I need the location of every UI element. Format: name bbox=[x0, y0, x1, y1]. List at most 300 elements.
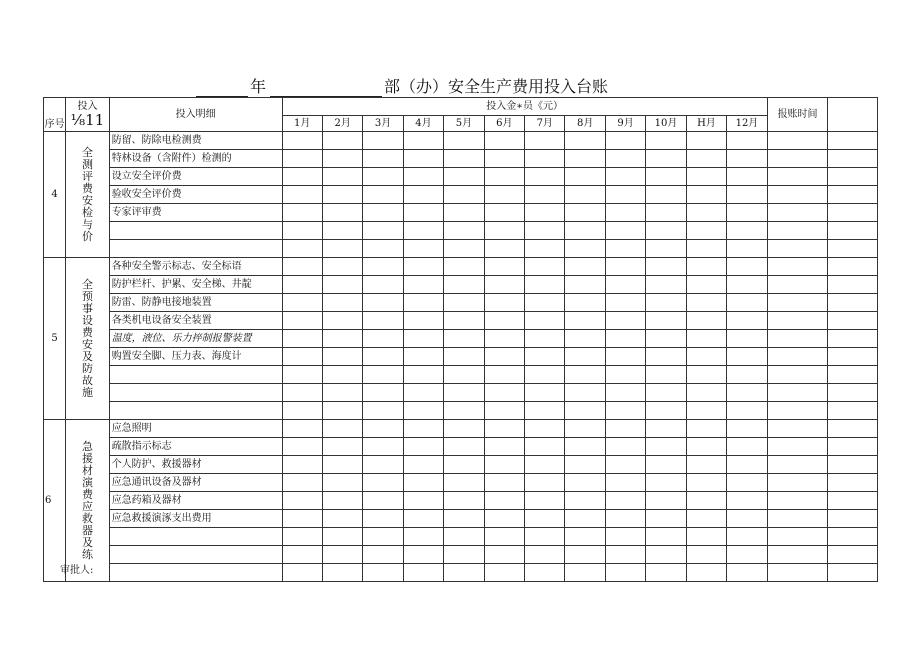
amount-cell[interactable] bbox=[686, 474, 726, 492]
amount-cell[interactable] bbox=[444, 474, 484, 492]
amount-cell[interactable] bbox=[686, 510, 726, 528]
amount-cell[interactable] bbox=[525, 186, 565, 204]
report-time-cell[interactable] bbox=[767, 528, 828, 546]
amount-cell[interactable] bbox=[363, 564, 403, 582]
amount-cell[interactable] bbox=[322, 222, 362, 240]
amount-cell[interactable] bbox=[646, 240, 686, 258]
amount-cell[interactable] bbox=[484, 258, 524, 276]
amount-cell[interactable] bbox=[322, 456, 362, 474]
amount-cell[interactable] bbox=[605, 528, 645, 546]
amount-cell[interactable] bbox=[403, 330, 443, 348]
amount-cell[interactable] bbox=[282, 492, 322, 510]
blank-cell[interactable] bbox=[828, 330, 878, 348]
report-time-cell[interactable] bbox=[767, 348, 828, 366]
amount-cell[interactable] bbox=[727, 528, 768, 546]
blank-cell[interactable] bbox=[828, 258, 878, 276]
amount-cell[interactable] bbox=[444, 420, 484, 438]
amount-cell[interactable] bbox=[565, 312, 605, 330]
amount-cell[interactable] bbox=[403, 294, 443, 312]
amount-cell[interactable] bbox=[322, 366, 362, 384]
amount-cell[interactable] bbox=[646, 150, 686, 168]
amount-cell[interactable] bbox=[363, 492, 403, 510]
amount-cell[interactable] bbox=[525, 492, 565, 510]
amount-cell[interactable] bbox=[646, 438, 686, 456]
amount-cell[interactable] bbox=[444, 384, 484, 402]
amount-cell[interactable] bbox=[444, 240, 484, 258]
report-time-cell[interactable] bbox=[767, 420, 828, 438]
amount-cell[interactable] bbox=[363, 420, 403, 438]
amount-cell[interactable] bbox=[727, 510, 768, 528]
amount-cell[interactable] bbox=[646, 168, 686, 186]
amount-cell[interactable] bbox=[444, 510, 484, 528]
amount-cell[interactable] bbox=[565, 240, 605, 258]
amount-cell[interactable] bbox=[686, 456, 726, 474]
amount-cell[interactable] bbox=[444, 186, 484, 204]
report-time-cell[interactable] bbox=[767, 492, 828, 510]
report-time-cell[interactable] bbox=[767, 438, 828, 456]
amount-cell[interactable] bbox=[686, 330, 726, 348]
amount-cell[interactable] bbox=[525, 438, 565, 456]
amount-cell[interactable] bbox=[565, 330, 605, 348]
amount-cell[interactable] bbox=[322, 186, 362, 204]
amount-cell[interactable] bbox=[686, 312, 726, 330]
amount-cell[interactable] bbox=[363, 330, 403, 348]
amount-cell[interactable] bbox=[525, 456, 565, 474]
amount-cell[interactable] bbox=[444, 276, 484, 294]
amount-cell[interactable] bbox=[646, 420, 686, 438]
amount-cell[interactable] bbox=[565, 204, 605, 222]
blank-cell[interactable] bbox=[828, 276, 878, 294]
amount-cell[interactable] bbox=[565, 528, 605, 546]
amount-cell[interactable] bbox=[282, 330, 322, 348]
blank-cell[interactable] bbox=[828, 348, 878, 366]
amount-cell[interactable] bbox=[727, 168, 768, 186]
amount-cell[interactable] bbox=[403, 492, 443, 510]
amount-cell[interactable] bbox=[727, 492, 768, 510]
amount-cell[interactable] bbox=[565, 456, 605, 474]
amount-cell[interactable] bbox=[403, 546, 443, 564]
blank-cell[interactable] bbox=[828, 456, 878, 474]
amount-cell[interactable] bbox=[484, 420, 524, 438]
amount-cell[interactable] bbox=[403, 402, 443, 420]
amount-cell[interactable] bbox=[525, 276, 565, 294]
amount-cell[interactable] bbox=[444, 456, 484, 474]
amount-cell[interactable] bbox=[363, 456, 403, 474]
amount-cell[interactable] bbox=[363, 528, 403, 546]
amount-cell[interactable] bbox=[727, 456, 768, 474]
amount-cell[interactable] bbox=[646, 456, 686, 474]
amount-cell[interactable] bbox=[565, 294, 605, 312]
amount-cell[interactable] bbox=[322, 294, 362, 312]
amount-cell[interactable] bbox=[605, 132, 645, 150]
amount-cell[interactable] bbox=[565, 510, 605, 528]
amount-cell[interactable] bbox=[727, 132, 768, 150]
amount-cell[interactable] bbox=[605, 510, 645, 528]
blank-cell[interactable] bbox=[828, 564, 878, 582]
amount-cell[interactable] bbox=[605, 330, 645, 348]
amount-cell[interactable] bbox=[363, 438, 403, 456]
amount-cell[interactable] bbox=[686, 420, 726, 438]
amount-cell[interactable] bbox=[605, 186, 645, 204]
amount-cell[interactable] bbox=[727, 150, 768, 168]
amount-cell[interactable] bbox=[525, 546, 565, 564]
amount-cell[interactable] bbox=[525, 132, 565, 150]
amount-cell[interactable] bbox=[484, 546, 524, 564]
amount-cell[interactable] bbox=[565, 186, 605, 204]
amount-cell[interactable] bbox=[525, 528, 565, 546]
report-time-cell[interactable] bbox=[767, 132, 828, 150]
amount-cell[interactable] bbox=[605, 312, 645, 330]
amount-cell[interactable] bbox=[363, 276, 403, 294]
amount-cell[interactable] bbox=[282, 564, 322, 582]
amount-cell[interactable] bbox=[605, 348, 645, 366]
amount-cell[interactable] bbox=[403, 510, 443, 528]
amount-cell[interactable] bbox=[525, 294, 565, 312]
report-time-cell[interactable] bbox=[767, 258, 828, 276]
amount-cell[interactable] bbox=[484, 222, 524, 240]
amount-cell[interactable] bbox=[525, 150, 565, 168]
amount-cell[interactable] bbox=[525, 564, 565, 582]
amount-cell[interactable] bbox=[363, 132, 403, 150]
amount-cell[interactable] bbox=[363, 312, 403, 330]
amount-cell[interactable] bbox=[484, 402, 524, 420]
amount-cell[interactable] bbox=[727, 366, 768, 384]
amount-cell[interactable] bbox=[444, 528, 484, 546]
amount-cell[interactable] bbox=[686, 366, 726, 384]
amount-cell[interactable] bbox=[686, 258, 726, 276]
report-time-cell[interactable] bbox=[767, 294, 828, 312]
amount-cell[interactable] bbox=[605, 168, 645, 186]
blank-cell[interactable] bbox=[828, 240, 878, 258]
blank-cell[interactable] bbox=[828, 474, 878, 492]
amount-cell[interactable] bbox=[403, 420, 443, 438]
amount-cell[interactable] bbox=[605, 222, 645, 240]
report-time-cell[interactable] bbox=[767, 186, 828, 204]
amount-cell[interactable] bbox=[525, 312, 565, 330]
blank-cell[interactable] bbox=[828, 510, 878, 528]
amount-cell[interactable] bbox=[605, 240, 645, 258]
amount-cell[interactable] bbox=[686, 168, 726, 186]
amount-cell[interactable] bbox=[444, 402, 484, 420]
amount-cell[interactable] bbox=[403, 564, 443, 582]
amount-cell[interactable] bbox=[282, 474, 322, 492]
amount-cell[interactable] bbox=[605, 384, 645, 402]
amount-cell[interactable] bbox=[484, 438, 524, 456]
amount-cell[interactable] bbox=[322, 204, 362, 222]
amount-cell[interactable] bbox=[525, 402, 565, 420]
amount-cell[interactable] bbox=[363, 294, 403, 312]
amount-cell[interactable] bbox=[727, 564, 768, 582]
amount-cell[interactable] bbox=[282, 132, 322, 150]
amount-cell[interactable] bbox=[403, 366, 443, 384]
amount-cell[interactable] bbox=[565, 150, 605, 168]
amount-cell[interactable] bbox=[484, 564, 524, 582]
amount-cell[interactable] bbox=[565, 222, 605, 240]
amount-cell[interactable] bbox=[686, 150, 726, 168]
amount-cell[interactable] bbox=[565, 168, 605, 186]
amount-cell[interactable] bbox=[322, 546, 362, 564]
amount-cell[interactable] bbox=[605, 258, 645, 276]
amount-cell[interactable] bbox=[686, 186, 726, 204]
report-time-cell[interactable] bbox=[767, 546, 828, 564]
amount-cell[interactable] bbox=[282, 402, 322, 420]
amount-cell[interactable] bbox=[525, 240, 565, 258]
report-time-cell[interactable] bbox=[767, 510, 828, 528]
amount-cell[interactable] bbox=[727, 204, 768, 222]
amount-cell[interactable] bbox=[363, 186, 403, 204]
amount-cell[interactable] bbox=[282, 294, 322, 312]
amount-cell[interactable] bbox=[363, 546, 403, 564]
amount-cell[interactable] bbox=[282, 204, 322, 222]
amount-cell[interactable] bbox=[605, 474, 645, 492]
amount-cell[interactable] bbox=[727, 294, 768, 312]
amount-cell[interactable] bbox=[322, 330, 362, 348]
amount-cell[interactable] bbox=[686, 222, 726, 240]
amount-cell[interactable] bbox=[403, 384, 443, 402]
amount-cell[interactable] bbox=[484, 312, 524, 330]
amount-cell[interactable] bbox=[444, 366, 484, 384]
amount-cell[interactable] bbox=[646, 492, 686, 510]
amount-cell[interactable] bbox=[444, 564, 484, 582]
amount-cell[interactable] bbox=[363, 258, 403, 276]
blank-cell[interactable] bbox=[828, 150, 878, 168]
amount-cell[interactable] bbox=[322, 438, 362, 456]
amount-cell[interactable] bbox=[444, 438, 484, 456]
amount-cell[interactable] bbox=[484, 276, 524, 294]
amount-cell[interactable] bbox=[646, 528, 686, 546]
amount-cell[interactable] bbox=[322, 258, 362, 276]
amount-cell[interactable] bbox=[484, 186, 524, 204]
amount-cell[interactable] bbox=[444, 132, 484, 150]
amount-cell[interactable] bbox=[686, 564, 726, 582]
amount-cell[interactable] bbox=[403, 240, 443, 258]
blank-cell[interactable] bbox=[828, 546, 878, 564]
amount-cell[interactable] bbox=[322, 474, 362, 492]
amount-cell[interactable] bbox=[484, 366, 524, 384]
amount-cell[interactable] bbox=[363, 474, 403, 492]
amount-cell[interactable] bbox=[525, 222, 565, 240]
amount-cell[interactable] bbox=[646, 276, 686, 294]
amount-cell[interactable] bbox=[605, 204, 645, 222]
amount-cell[interactable] bbox=[484, 348, 524, 366]
amount-cell[interactable] bbox=[646, 186, 686, 204]
amount-cell[interactable] bbox=[322, 402, 362, 420]
report-time-cell[interactable] bbox=[767, 330, 828, 348]
blank-cell[interactable] bbox=[828, 528, 878, 546]
amount-cell[interactable] bbox=[727, 312, 768, 330]
amount-cell[interactable] bbox=[565, 492, 605, 510]
amount-cell[interactable] bbox=[727, 348, 768, 366]
report-time-cell[interactable] bbox=[767, 564, 828, 582]
amount-cell[interactable] bbox=[525, 204, 565, 222]
amount-cell[interactable] bbox=[727, 222, 768, 240]
amount-cell[interactable] bbox=[646, 330, 686, 348]
amount-cell[interactable] bbox=[686, 384, 726, 402]
amount-cell[interactable] bbox=[727, 474, 768, 492]
report-time-cell[interactable] bbox=[767, 150, 828, 168]
amount-cell[interactable] bbox=[646, 294, 686, 312]
amount-cell[interactable] bbox=[727, 276, 768, 294]
amount-cell[interactable] bbox=[727, 240, 768, 258]
amount-cell[interactable] bbox=[605, 564, 645, 582]
amount-cell[interactable] bbox=[525, 168, 565, 186]
amount-cell[interactable] bbox=[444, 492, 484, 510]
amount-cell[interactable] bbox=[484, 528, 524, 546]
blank-cell[interactable] bbox=[828, 312, 878, 330]
amount-cell[interactable] bbox=[484, 330, 524, 348]
amount-cell[interactable] bbox=[363, 384, 403, 402]
amount-cell[interactable] bbox=[727, 402, 768, 420]
amount-cell[interactable] bbox=[565, 384, 605, 402]
amount-cell[interactable] bbox=[525, 258, 565, 276]
amount-cell[interactable] bbox=[646, 564, 686, 582]
amount-cell[interactable] bbox=[282, 222, 322, 240]
amount-cell[interactable] bbox=[646, 474, 686, 492]
amount-cell[interactable] bbox=[565, 546, 605, 564]
amount-cell[interactable] bbox=[363, 204, 403, 222]
amount-cell[interactable] bbox=[363, 240, 403, 258]
amount-cell[interactable] bbox=[282, 546, 322, 564]
amount-cell[interactable] bbox=[282, 438, 322, 456]
blank-cell[interactable] bbox=[828, 204, 878, 222]
report-time-cell[interactable] bbox=[767, 240, 828, 258]
amount-cell[interactable] bbox=[646, 258, 686, 276]
amount-cell[interactable] bbox=[322, 528, 362, 546]
amount-cell[interactable] bbox=[282, 528, 322, 546]
blank-cell[interactable] bbox=[828, 492, 878, 510]
amount-cell[interactable] bbox=[565, 132, 605, 150]
amount-cell[interactable] bbox=[484, 384, 524, 402]
blank-cell[interactable] bbox=[828, 438, 878, 456]
amount-cell[interactable] bbox=[363, 402, 403, 420]
amount-cell[interactable] bbox=[403, 132, 443, 150]
amount-cell[interactable] bbox=[605, 492, 645, 510]
amount-cell[interactable] bbox=[605, 438, 645, 456]
amount-cell[interactable] bbox=[525, 474, 565, 492]
amount-cell[interactable] bbox=[686, 276, 726, 294]
amount-cell[interactable] bbox=[565, 366, 605, 384]
report-time-cell[interactable] bbox=[767, 474, 828, 492]
amount-cell[interactable] bbox=[484, 294, 524, 312]
amount-cell[interactable] bbox=[363, 366, 403, 384]
blank-cell[interactable] bbox=[828, 186, 878, 204]
blank-cell[interactable] bbox=[828, 132, 878, 150]
amount-cell[interactable] bbox=[403, 438, 443, 456]
amount-cell[interactable] bbox=[322, 492, 362, 510]
amount-cell[interactable] bbox=[282, 150, 322, 168]
amount-cell[interactable] bbox=[727, 258, 768, 276]
amount-cell[interactable] bbox=[605, 150, 645, 168]
amount-cell[interactable] bbox=[686, 132, 726, 150]
amount-cell[interactable] bbox=[444, 168, 484, 186]
blank-cell[interactable] bbox=[828, 420, 878, 438]
amount-cell[interactable] bbox=[282, 366, 322, 384]
blank-cell[interactable] bbox=[828, 222, 878, 240]
amount-cell[interactable] bbox=[565, 438, 605, 456]
amount-cell[interactable] bbox=[646, 366, 686, 384]
amount-cell[interactable] bbox=[322, 564, 362, 582]
blank-cell[interactable] bbox=[828, 402, 878, 420]
amount-cell[interactable] bbox=[484, 474, 524, 492]
amount-cell[interactable] bbox=[525, 366, 565, 384]
amount-cell[interactable] bbox=[403, 456, 443, 474]
amount-cell[interactable] bbox=[565, 348, 605, 366]
report-time-cell[interactable] bbox=[767, 168, 828, 186]
amount-cell[interactable] bbox=[363, 150, 403, 168]
amount-cell[interactable] bbox=[525, 348, 565, 366]
amount-cell[interactable] bbox=[403, 222, 443, 240]
amount-cell[interactable] bbox=[403, 528, 443, 546]
amount-cell[interactable] bbox=[282, 384, 322, 402]
amount-cell[interactable] bbox=[282, 168, 322, 186]
amount-cell[interactable] bbox=[605, 402, 645, 420]
amount-cell[interactable] bbox=[444, 348, 484, 366]
report-time-cell[interactable] bbox=[767, 276, 828, 294]
amount-cell[interactable] bbox=[484, 168, 524, 186]
amount-cell[interactable] bbox=[403, 474, 443, 492]
amount-cell[interactable] bbox=[686, 402, 726, 420]
amount-cell[interactable] bbox=[686, 294, 726, 312]
amount-cell[interactable] bbox=[444, 258, 484, 276]
amount-cell[interactable] bbox=[403, 186, 443, 204]
amount-cell[interactable] bbox=[686, 438, 726, 456]
amount-cell[interactable] bbox=[686, 546, 726, 564]
amount-cell[interactable] bbox=[727, 384, 768, 402]
amount-cell[interactable] bbox=[322, 348, 362, 366]
amount-cell[interactable] bbox=[484, 240, 524, 258]
amount-cell[interactable] bbox=[363, 222, 403, 240]
amount-cell[interactable] bbox=[605, 456, 645, 474]
amount-cell[interactable] bbox=[565, 402, 605, 420]
report-time-cell[interactable] bbox=[767, 456, 828, 474]
report-time-cell[interactable] bbox=[767, 204, 828, 222]
amount-cell[interactable] bbox=[484, 150, 524, 168]
amount-cell[interactable] bbox=[727, 438, 768, 456]
amount-cell[interactable] bbox=[322, 132, 362, 150]
amount-cell[interactable] bbox=[282, 276, 322, 294]
blank-cell[interactable] bbox=[828, 366, 878, 384]
amount-cell[interactable] bbox=[565, 564, 605, 582]
amount-cell[interactable] bbox=[403, 204, 443, 222]
amount-cell[interactable] bbox=[565, 474, 605, 492]
amount-cell[interactable] bbox=[363, 348, 403, 366]
amount-cell[interactable] bbox=[282, 186, 322, 204]
amount-cell[interactable] bbox=[727, 420, 768, 438]
amount-cell[interactable] bbox=[484, 204, 524, 222]
amount-cell[interactable] bbox=[484, 510, 524, 528]
amount-cell[interactable] bbox=[727, 330, 768, 348]
amount-cell[interactable] bbox=[605, 276, 645, 294]
amount-cell[interactable] bbox=[646, 222, 686, 240]
amount-cell[interactable] bbox=[322, 510, 362, 528]
amount-cell[interactable] bbox=[646, 510, 686, 528]
amount-cell[interactable] bbox=[565, 276, 605, 294]
amount-cell[interactable] bbox=[727, 546, 768, 564]
amount-cell[interactable] bbox=[646, 204, 686, 222]
amount-cell[interactable] bbox=[444, 222, 484, 240]
report-time-cell[interactable] bbox=[767, 402, 828, 420]
amount-cell[interactable] bbox=[605, 546, 645, 564]
amount-cell[interactable] bbox=[322, 240, 362, 258]
amount-cell[interactable] bbox=[525, 384, 565, 402]
amount-cell[interactable] bbox=[605, 294, 645, 312]
amount-cell[interactable] bbox=[444, 546, 484, 564]
amount-cell[interactable] bbox=[484, 132, 524, 150]
amount-cell[interactable] bbox=[686, 528, 726, 546]
amount-cell[interactable] bbox=[322, 276, 362, 294]
amount-cell[interactable] bbox=[525, 420, 565, 438]
report-time-cell[interactable] bbox=[767, 366, 828, 384]
